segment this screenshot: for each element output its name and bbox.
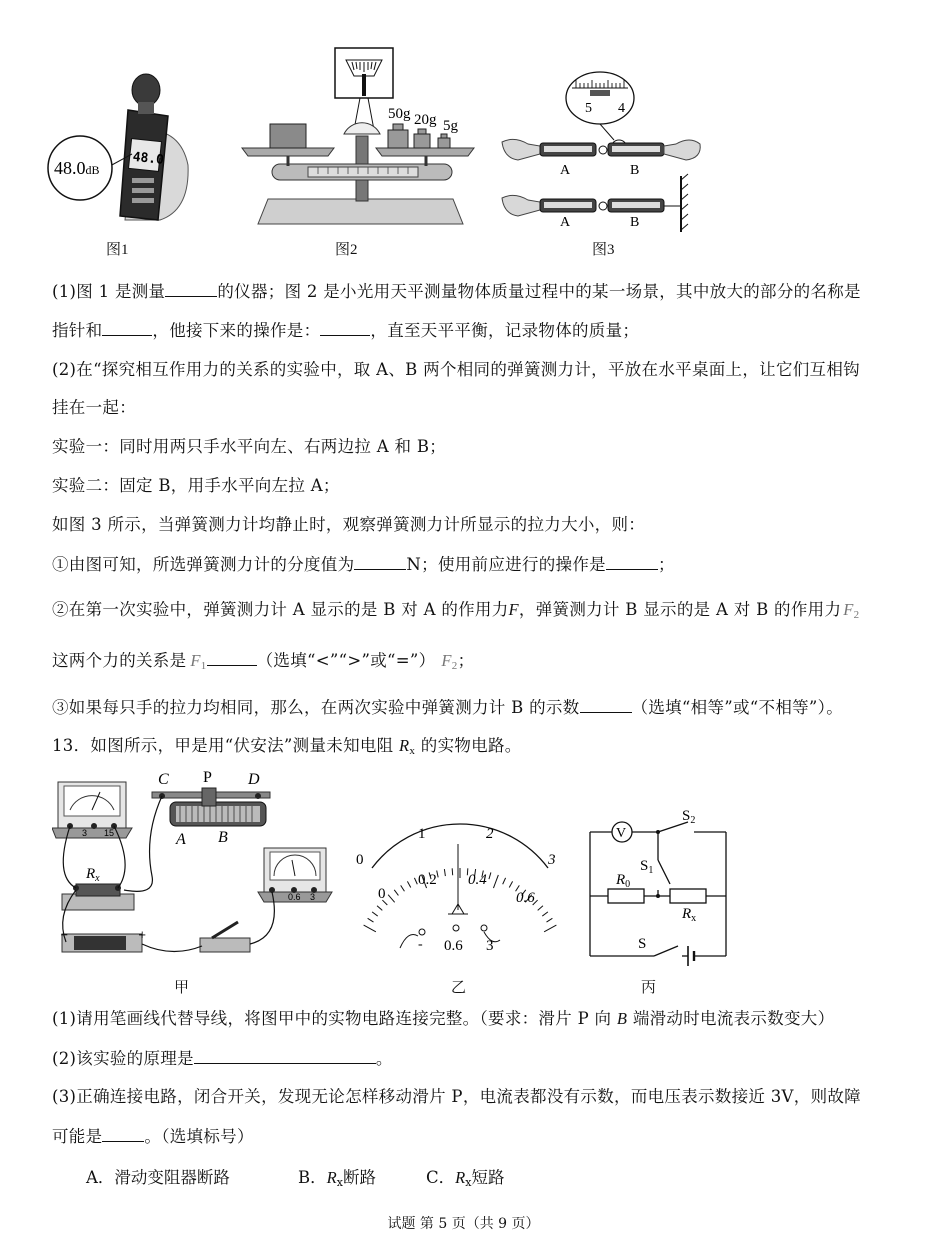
- dial-bottom-0: 0: [378, 886, 386, 902]
- svg-text:Rx: [85, 866, 100, 884]
- figure-bing-schematic: [578, 800, 738, 970]
- q12-observe: 如图 3 所示，当弹簧测力计均静止时，观察弹簧测力计所显示的拉力大小，则：: [52, 515, 646, 534]
- blank-next-operation[interactable]: [320, 319, 370, 336]
- blank-part-name[interactable]: [102, 319, 152, 336]
- option-b[interactable]: B．$R_x$断路: [298, 1168, 376, 1189]
- label-b-bottom: B: [630, 215, 640, 230]
- q12-c2-line1: ②在第一次实验中，弹簧测力计 A 显示的是 B 对 A 的作用力F，弹簧测力计 B 显示的是 A 对 B 的作用力 $F_2$: [52, 600, 860, 621]
- dial-tick: [407, 881, 410, 887]
- q12-c2-line2: 这两个力的关系是 $F_1$ （选填“<”“>”或“=”） $F_2$；: [52, 651, 475, 672]
- blank-division-value[interactable]: [354, 553, 406, 570]
- q13-p2: (2)该实验的原理是 。: [52, 1049, 393, 1068]
- figure-2-balance: [238, 44, 488, 234]
- blank-reading-b[interactable]: [580, 696, 632, 713]
- q13-title: 13．如图所示，甲是用“伏安法”测量未知电阻 $R_x$ 的实物电路。: [52, 736, 522, 757]
- figure-bing-caption: 丙: [641, 980, 657, 996]
- label-a-bottom: A: [560, 215, 571, 230]
- svg-text:S2: [682, 808, 695, 826]
- blank-fault[interactable]: [102, 1125, 144, 1142]
- dial-tick: [542, 912, 548, 916]
- svg-text:+: +: [138, 930, 147, 941]
- schematic-rx: R: [682, 906, 692, 922]
- dial-tick: [444, 869, 445, 876]
- figure-yi-caption: 乙: [451, 980, 467, 996]
- svg-text:R0: [615, 872, 630, 890]
- q12-c1: ①由图可知，所选弹簧测力计的分度值为 N；使用前应进行的操作是 ；: [52, 555, 675, 574]
- page-footer: 试题 第 5 页（共 9 页）: [387, 1216, 540, 1232]
- label-a-top: A: [560, 163, 571, 178]
- q13-p1: (1)请用笔画线代替导线，将图甲中的实物电路连接完整。（要求：滑片 P 向 B 端滑动时电流表示数变大）: [52, 1009, 835, 1028]
- dial-tick: [547, 918, 553, 922]
- schematic-s2: S: [682, 808, 691, 824]
- rheostat-label-p: P: [203, 769, 212, 786]
- dial-tick: [364, 925, 376, 932]
- figure-yi-ammeter-dial: [352, 818, 564, 958]
- blank-instrument[interactable]: [165, 280, 217, 297]
- blank-force-relation[interactable]: [207, 649, 257, 666]
- schematic-rx-sub: x: [691, 913, 697, 924]
- weight-50g: 50g: [388, 106, 411, 122]
- figure-2-caption: 图2: [335, 242, 358, 258]
- dial-top-2: 2: [486, 826, 494, 842]
- voltmeter-3: 3: [82, 828, 88, 838]
- dial-top-3: 3: [548, 852, 556, 868]
- dial-tick: [394, 890, 398, 896]
- dial-tick: [509, 881, 512, 887]
- rx-sub: x: [95, 873, 100, 884]
- scale-label-4: 4: [618, 101, 625, 116]
- terminal-minus: -: [418, 937, 423, 952]
- q12-exp1: 实验一：同时用两只手水平向左、右两边拉 A 和 B；: [52, 437, 447, 456]
- figure-3-spring-scales: [500, 66, 705, 236]
- schematic-s1-sub: 1: [648, 865, 654, 876]
- terminal-06: 0.6: [444, 938, 463, 954]
- blank-principle[interactable]: [194, 1047, 376, 1064]
- dial-tick: [401, 885, 405, 891]
- rheostat-label-d: D: [248, 771, 260, 788]
- dial-tick: [437, 871, 438, 878]
- q12-p2-line1: (2)在“探究相互作用力的关系的实验中，取 A、B 两个相同的弹簧测力计，平放在水平桌面上，让它们互相钩: [52, 360, 860, 379]
- rheostat-label-c: C: [158, 771, 169, 788]
- rheostat-label-a: A: [176, 831, 186, 848]
- svg-text:Rx: [681, 906, 696, 924]
- blank-pre-operation[interactable]: [606, 553, 658, 570]
- dial-tick: [538, 906, 543, 911]
- dial-bottom-06: 0.6: [516, 890, 535, 906]
- reading-value: 48.0: [54, 158, 86, 178]
- dial-tick: [377, 906, 382, 911]
- dial-tick: [493, 875, 498, 888]
- dial-top-0: 0: [356, 852, 364, 868]
- option-c[interactable]: C．$R_x$短路: [426, 1168, 505, 1189]
- dial-top-1: 1: [418, 826, 426, 842]
- schematic-v: V: [616, 826, 627, 841]
- schematic-r0: R: [616, 872, 626, 888]
- dial-bottom-04: 0.4: [468, 872, 487, 888]
- q12-exp2: 实验二：固定 B，用手水平向左拉 A；: [52, 476, 340, 495]
- q12-c3: ③如果每只手的拉力均相同，那么，在两次实验中弹簧测力计 B 的示数 （选填“相等”或“不相等”）。: [52, 698, 844, 717]
- rheostat-label-b: B: [218, 829, 228, 846]
- q12-p2-line2: 挂在一起：: [52, 398, 136, 417]
- rx-label: R: [86, 866, 96, 882]
- dial-tick: [372, 912, 378, 916]
- dial-tick: [489, 872, 491, 879]
- dial-tick: [388, 895, 395, 903]
- q12-p1-line1: (1)图 1 是测量 的仪器；图 2 是小光用天平测量物体质量过程中的某一场景，其中放大的部分的名称是: [52, 282, 861, 301]
- terminal-3: 3: [486, 938, 494, 954]
- dial-bottom-02: 0.2: [418, 872, 437, 888]
- dial-tick: [544, 925, 556, 932]
- ammeter-3: 3: [310, 892, 316, 902]
- schematic-s1: S: [640, 858, 649, 874]
- voltmeter-15: 15: [104, 828, 115, 838]
- label-b-top: B: [630, 163, 640, 178]
- schematic-s: S: [638, 936, 647, 952]
- figure-1-sound-meter: [40, 70, 200, 230]
- option-a[interactable]: A．滑动变阻器断路: [86, 1168, 230, 1187]
- q13-p3-line2: 可能是 。（选填标号）: [52, 1127, 254, 1146]
- q12-p1-line2: 指针和 ，他接下来的操作是： ，直至天平平衡，记录物体的质量；: [52, 321, 640, 340]
- scale-label-5: 5: [585, 101, 592, 116]
- dial-tick: [414, 878, 417, 884]
- svg-text:S1: [640, 858, 653, 876]
- svg-text:−: −: [60, 930, 69, 941]
- weight-5g: 5g: [443, 118, 458, 134]
- figure-jia-caption: 甲: [174, 980, 190, 996]
- schematic-r0-sub: 0: [625, 879, 631, 890]
- ammeter-06: 0.6: [288, 892, 301, 902]
- weight-20g: 20g: [414, 112, 437, 128]
- q13-p3-line1: (3)正确连接电路，闭合开关，发现无论怎样移动滑片 P，电流表都没有示数，而电压表示数接近 3V，则故障: [52, 1087, 861, 1106]
- dial-tick: [503, 878, 506, 884]
- figure-jia-circuit: [52, 766, 342, 966]
- reading-unit: dB: [85, 163, 100, 177]
- dial-tick: [368, 918, 374, 922]
- figure-1-caption: 图1: [106, 242, 129, 258]
- figure-3-caption: 图3: [592, 242, 615, 258]
- schematic-s2-sub: 2: [690, 815, 696, 826]
- meter-screen-text: 48.0: [131, 149, 165, 168]
